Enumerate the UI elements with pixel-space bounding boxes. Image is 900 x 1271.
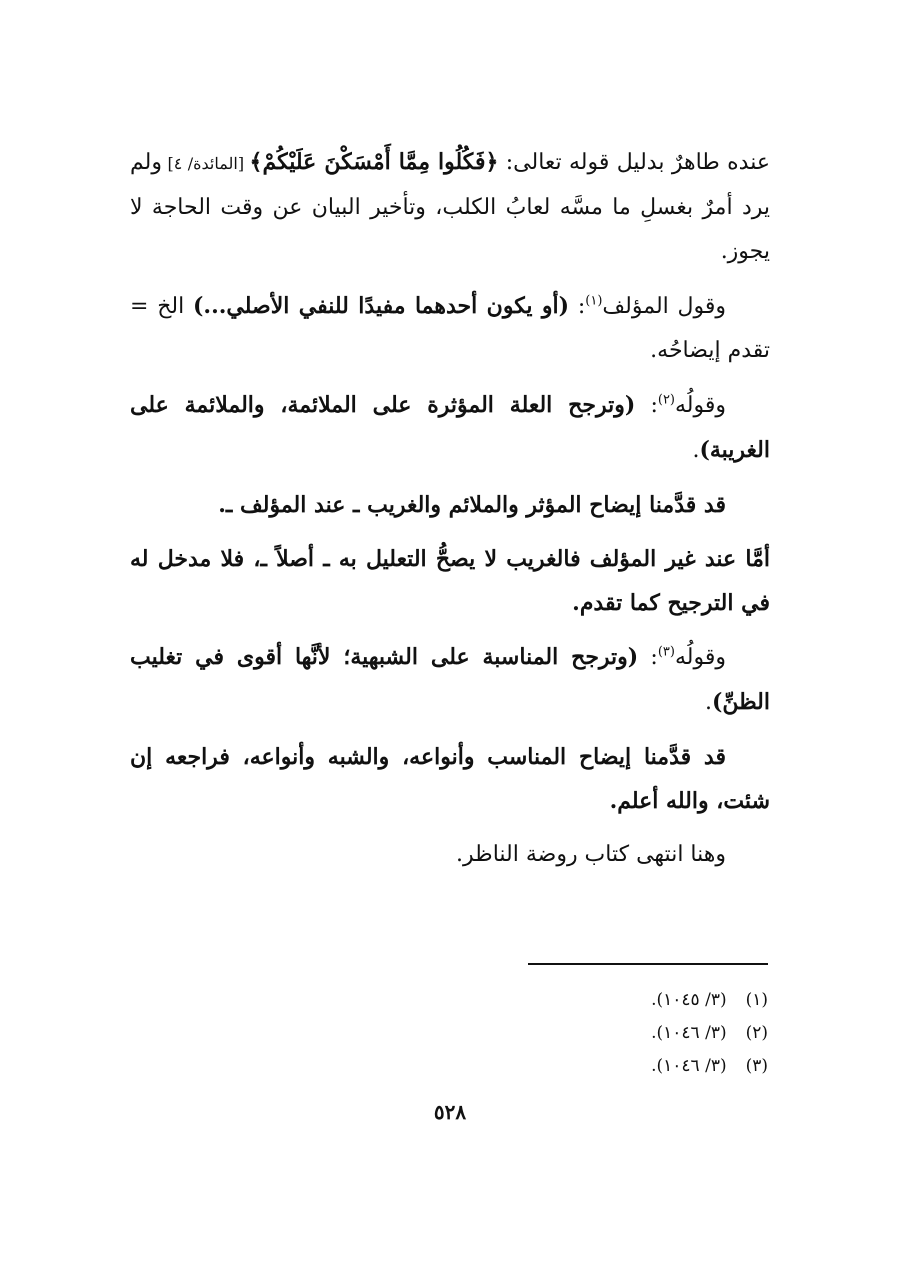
paragraph-7: قد قدَّمنا إيضاح المناسب وأنواعه، والشبه وأنواعه، فراجعه إن شئت، والله أعلم. [130,744,770,814]
main-text [130,140,770,887]
paragraph-8: وهنا انتهى كتاب روضة الناظر. [456,842,726,867]
paragraph-1-text-b: ولم يرد أمرٌ بغسلِ ما مسَّه لعابُ الكلب، وتأخير البيان عن وقت الحاجة لا يجوز. [130,150,770,264]
footnote-1-number: (١) [745,990,768,1010]
footnote-3-text: (٣/ ١٠٤٦). [651,1056,727,1076]
footnote-ref-1: (١) [585,293,603,309]
paragraph-4: قد قدَّمنا إيضاح المؤثر والملائم والغريب ـ عند المؤلف ـ. [218,492,726,518]
paragraph-6-lead: وقولُه [674,645,726,670]
footnote-2-text: (٣/ ١٠٤٦). [651,1023,727,1043]
paragraph-3-lead: وقولُه [675,393,727,418]
footnote-2 [480,1017,768,1050]
paragraph-3 [130,383,770,473]
footnote-3 [480,1050,768,1083]
paragraph-2 [130,284,770,373]
paragraph-6-quote: (وترجح المناسبة على الشبهية؛ لأنَّها أقوى في تغليب الظنِّ) [130,644,770,715]
paragraph-2-lead: وقول المؤلف [602,294,727,319]
paragraph-2-colon: : [569,294,586,319]
paragraph-5: أمَّا عند غير المؤلف فالغريب لا يصحُّ التعليل به ـ أصلاً ـ، فلا مدخل له في الترجيح كما تقدم. [130,546,770,616]
paragraph-3-colon: : [635,393,658,418]
footnotes [480,984,768,1083]
footnote-2-number: (٢) [745,1023,768,1043]
paragraph-6-rest: . [704,690,712,715]
footnote-3-number: (٣) [745,1056,768,1076]
footnote-1 [480,984,768,1017]
quran-verse: ﴿فَكُلُوا مِمَّا أَمْسَكْنَ عَلَيْكُمْ﴾ [249,149,499,175]
page-number: ٥٢٨ [433,1100,467,1124]
verse-reference: [المائدة/ ٤] [161,154,250,173]
paragraph-1 [130,140,770,274]
footnote-1-text: (٣/ ١٠٤٥). [651,990,727,1010]
footnote-ref-2: (٢) [657,392,675,408]
paragraph-1-text-a: عنده طاهرٌ بدليل قوله تعالى: [498,150,770,175]
paragraph-2-rest: الخ = تقدم إيضاحُه. [130,294,770,363]
footnote-ref-3: (٣) [657,644,675,660]
paragraph-3-rest: . [692,438,700,463]
footnote-separator [528,963,768,965]
paragraph-2-quote: (أو يكون أحدهما مفيدًا للنفي الأصلي...) [193,293,570,319]
paragraph-6 [130,635,770,725]
paragraph-3-quote: (وترجح العلة المؤثرة على الملائمة، والملائمة على الغريبة) [130,392,770,463]
paragraph-6-colon: : [638,645,658,670]
